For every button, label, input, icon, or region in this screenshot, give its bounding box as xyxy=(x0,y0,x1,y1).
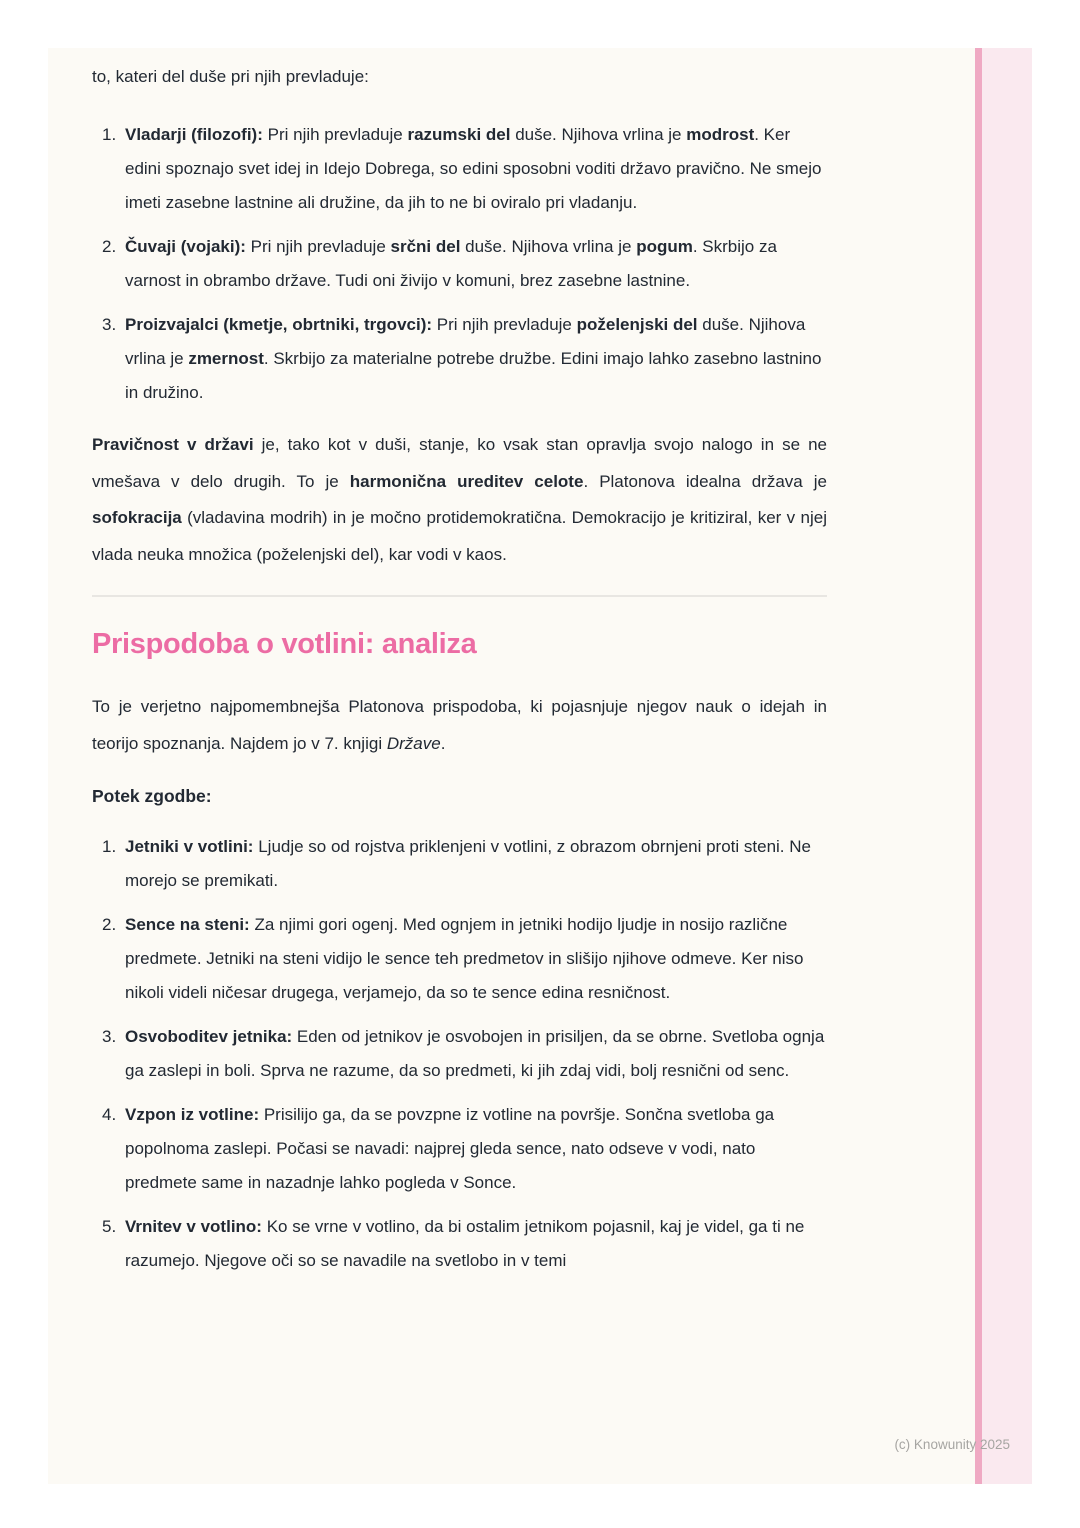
list-item-number: 2. xyxy=(102,915,117,934)
list-item-number: 4. xyxy=(102,1105,117,1124)
list-item xyxy=(92,230,827,298)
text-run: duše. Njihova vrlina je xyxy=(125,315,806,368)
list-item-number: 3. xyxy=(102,315,117,334)
text-run: . Skrbijo za varnost in obrambo države. Tudi oni živijo v komuni, brez zasebne lastnine. xyxy=(125,237,777,290)
italic-text: Države xyxy=(386,733,441,753)
text-run: duše. Njihova vrlina je xyxy=(460,237,637,256)
list-item-text xyxy=(125,1027,824,1080)
list-item-text xyxy=(125,1105,774,1192)
list-item xyxy=(92,908,827,1010)
list-item-number: 2. xyxy=(102,237,117,256)
story-subheading: Potek zgodbe: xyxy=(92,786,212,806)
text-run: (vladavina modrih) in je močno protidemokratična. Demokracijo je kritiziral, ker v njej vlada neuka množica (poželenjski del), kar vodi v kaos. xyxy=(92,508,827,564)
list-item xyxy=(92,1210,827,1278)
bold-text: razumski del xyxy=(407,125,511,144)
text-run: To je verjetno najpomembnejša Platonova prispodoba, ki pojasnjuje njegov nauk o idejah in teorijo spoznanja. Najdem jo v 7. knjigi xyxy=(92,697,827,753)
list-item-number: 3. xyxy=(102,1027,117,1046)
text-run: . Skrbijo za materialne potrebe družbe. Edini imajo lahko zasebno lastnino in družino. xyxy=(125,349,822,402)
list-item-number: 1. xyxy=(102,125,117,144)
bold-text: Pravičnost v državi xyxy=(92,435,254,454)
bold-text: srčni del xyxy=(390,237,461,256)
pdf-page xyxy=(48,48,1032,1484)
bold-text: Vzpon iz votline: xyxy=(125,1105,260,1124)
list-item xyxy=(92,830,827,898)
soul-classes-list xyxy=(92,118,827,410)
bold-text: Osvoboditev jetnika: xyxy=(125,1027,293,1046)
text-run: Pri njih prevladuje xyxy=(245,237,391,256)
bold-text: Jetniki v votlini: xyxy=(125,837,254,856)
text-run: . Platonova idealna država je xyxy=(583,471,827,491)
bold-text: poželenjski del xyxy=(576,315,698,334)
text-run: Ko se vrne v votlino, da bi ostalim jetnikom pojasnil, kaj je videl, ga ti ne razumejo. Njegove oči so se navadile na svetlobo in v temi xyxy=(125,1217,805,1270)
text-run: Pri njih prevladuje xyxy=(262,125,408,144)
list-item-text xyxy=(125,1217,804,1270)
bold-text: Čuvaji (vojaki): xyxy=(125,237,246,256)
text-run: Prisilijo ga, da se povzpne iz votline na površje. Sončna svetloba ga popolnoma zaslepi. Počasi se navadi: najprej gleda sence, nato odseve v vodi, nato predmete same in nazadnje lahko pogleda v Sonce. xyxy=(125,1105,775,1192)
watermark: (c) Knowunity 2025 xyxy=(894,1437,1010,1452)
bold-text: modrost xyxy=(686,125,755,144)
bold-text: sofokracija xyxy=(92,508,182,527)
text-run: duše. Njihova vrlina je xyxy=(510,125,687,144)
continuation-paragraph: to, kateri del duše pri njih prevladuje: xyxy=(92,67,369,86)
cave-story-list xyxy=(92,830,827,1278)
text-run: . Ker edini spoznajo svet idej in Idejo Dobrega, so edini sposobni voditi državo pravično. Ne smejo imeti zasebne lastnine ali družine, da jih to ne bi oviralo pri vladanju. xyxy=(125,125,822,212)
bold-text: Vladarji (filozofi): xyxy=(125,125,263,144)
list-item-text xyxy=(125,837,811,890)
bold-text: Vrnitev v votlino: xyxy=(125,1217,262,1236)
bold-text: harmonična ureditev celote xyxy=(349,471,584,491)
bold-text: pogum xyxy=(636,237,693,256)
list-item-number: 5. xyxy=(102,1217,117,1236)
text-run: Za njimi gori ogenj. Med ognjem in jetniki hodijo ljudje in nosijo različne predmete. Jetniki na steni vidijo le sence teh predmetov in slišijo njihove odmeve. Ker niso nikoli videli ničesar drugega, verjamejo, da so te sence edina resničnost. xyxy=(125,915,804,1002)
section-heading: Prispodoba o votlini: analiza xyxy=(92,628,477,660)
bold-text: zmernost xyxy=(188,349,264,368)
text-run: je, tako kot v duši, stanje, ko vsak stan opravlja svojo nalogo in se ne vmešava v delo drugih. To je xyxy=(92,435,827,491)
page-edge-highlight xyxy=(975,48,1032,1484)
list-item xyxy=(92,118,827,220)
bold-text: Proizvajalci (kmetje, obrtniki, trgovci): xyxy=(125,315,433,334)
list-item-text xyxy=(125,915,803,1002)
justice-paragraph xyxy=(92,427,827,573)
list-item-text xyxy=(125,237,777,290)
list-item-text xyxy=(125,315,821,402)
list-item xyxy=(92,1098,827,1200)
bold-text: Sence na steni: xyxy=(125,915,250,934)
text-run: Pri njih prevladuje xyxy=(432,315,577,334)
list-item-text xyxy=(125,125,821,212)
cave-intro-paragraph xyxy=(92,689,827,762)
list-item xyxy=(92,308,827,410)
text-run: Eden od jetnikov je osvobojen in prisiljen, da se obrne. Svetloba ognja ga zaslepi in boli. Sprva ne razume, da so predmeti, ki jih zdaj vidi, bolj resnični od senc. xyxy=(125,1027,825,1080)
text-run: Ljudje so od rojstva priklenjeni v votlini, z obrazom obrnjeni proti steni. Ne morejo se premikati. xyxy=(125,837,811,890)
section-divider xyxy=(92,595,827,597)
page-content xyxy=(92,60,827,1278)
list-item xyxy=(92,1020,827,1088)
text-run: . xyxy=(440,733,446,753)
list-item-number: 1. xyxy=(102,837,117,856)
